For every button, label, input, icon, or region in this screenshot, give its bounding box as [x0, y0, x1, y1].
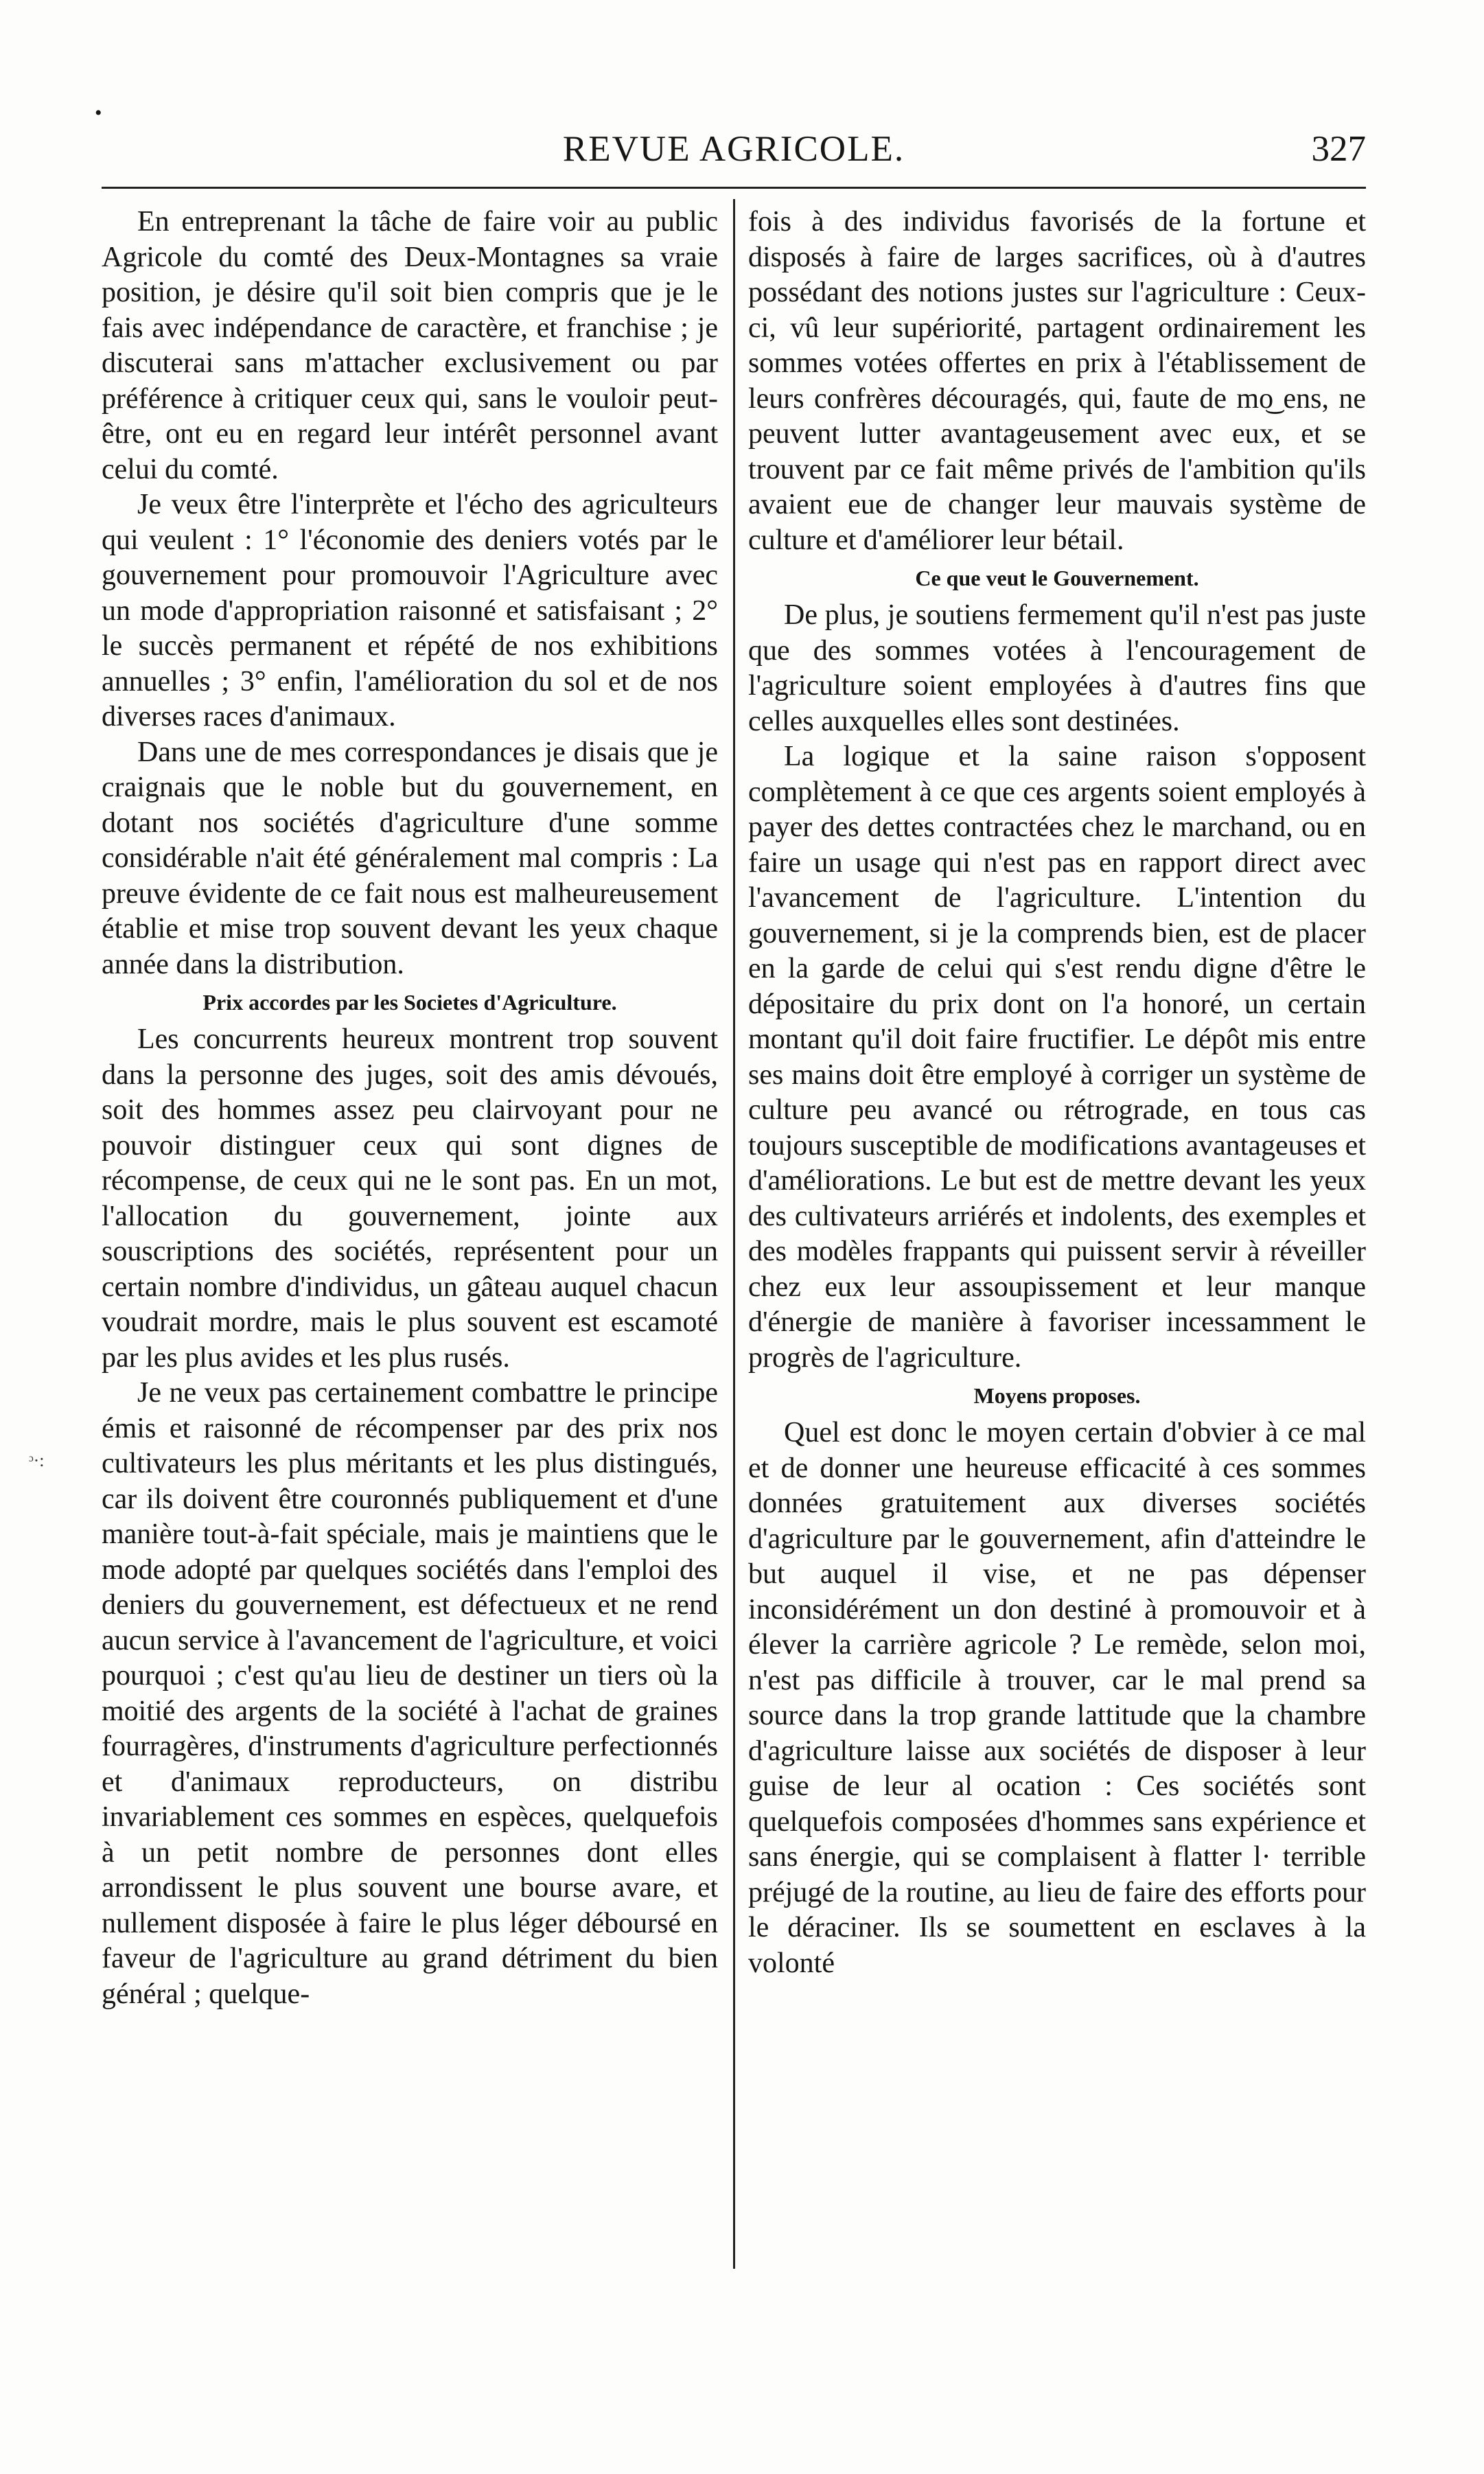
paragraph: Je veux être l'interprète et l'écho des agriculteurs qui veulent : 1° l'économie des deniers votés par le gouvernement pour promouvoir l'Agriculture avec un mode d'appropriation raisonné et satisfaisant ; 2° le succès permanent et répété de nos exhibitions annuelles ; 3° enfin, l'amélioration du sol et de nos diverses races d'animaux.: [102, 489, 718, 732]
page-number: 327: [1311, 129, 1366, 169]
page-header: [102, 122, 1366, 176]
left-column: [102, 205, 718, 2012]
section-heading: Ce que veut le Gouvernement.: [915, 566, 1199, 590]
paragraph: En entreprenant la tâche de faire voir au public Agricole du comté des Deux-Montagnes sa vraie position, je désire qu'il soit bien compris que je le fais avec indépendance de caractère, et franchise ; je discuterai sans m'attacher exclusivement ou par préférence à critiquer ceux qui, sans le vouloir peut-être, ont eu en regard leur intérêt personnel avant celui du comté.: [102, 206, 718, 485]
column-divider: [733, 199, 735, 2269]
paragraph: Je ne veux pas certainement combattre le principe émis et raisonné de récompenser par des prix nos cultivateurs les plus méritants et les plus distingués, car ils doivent être couronnés publiquement et d'une manière tout-à-fait spéciale, mais je maintiens que le mode adopté par quelques sociétés dans l'emploi des deniers du gouvernement, est défectueux et ne rend aucun service à l'avancement de l'agriculture, et voici pourquoi ; c'est qu'au lieu de destiner un tiers où la moitié des argents de la société à l'achat de graines fourragères, d'instruments d'agriculture perfectionnés et d'animaux reproducteurs, on distribu invariablement ces sommes en espèces, quelquefois à un petit nombre de personnes dont elles arrondissent le plus souvent une bourse avare, et nullement disposée à faire le plus léger déboursé en faveur de l'agriculture au grand détriment du bien général ; quelque-: [102, 1377, 718, 2010]
stray-ink-mark: •: [95, 102, 102, 124]
paragraph: La logique et la saine raison s'opposent complètement à ce que ces argents soient employés à payer des dettes contractées chez le marchand, ou en faire un usage qui n'est pas en rapport direct avec l'avancement de l'agriculture. L'intention du gouvernement, si je la comprends bien, est de placer en la garde de celui qui s'est rendu digne d'être le dépositaire du prix dont on l'a honoré, un certain montant qu'il doit faire fructifier. Le dépôt mis entre ses mains doit être employé à corriger un système de culture peu avancé ou rétrograde, en tous cas toujours susceptible de modifications avantageuses et d'améliorations. Le but est de mettre devant les yeux des cultivateurs arriérés et indolents, des exemples et des modèles frappants qui puissent servir à réveiller chez eux leur assoupissement et leur manque d'énergie de manière à favoriser incessamment le progrès de l'agriculture.: [748, 741, 1366, 1374]
running-title: REVUE AGRICOLE.: [562, 129, 905, 169]
margin-smudge: ᵓ·:: [29, 1450, 45, 1470]
paragraph: Quel est donc le moyen certain d'obvier à ce mal et de donner une heureuse efficacité à ces sommes données gratuitement aux diverses sociétés d'agriculture par le gouvernement, afin d'atteindre le but auquel il vise, et ne pas dépenser inconsidérément un don destiné à promouvoir et à élever la carrière agricole ? Le remède, selon moi, n'est pas difficile à trouver, car le mal prend sa source dans la trop grande lattitude que la chambre d'agriculture laisse aux sociétés de disposer à leur guise de leur al ocation : Ces sociétés sont quelquefois composées d'hommes sans expérience et sans énergie, qui se complaisent à flatter l· terrible préjugé de la routine, au lieu de faire des efforts pour le déraciner. Ils se soumettent en esclaves à la volonté: [748, 1417, 1366, 1979]
section-heading: Prix accordes par les Societes d'Agriculture.: [202, 990, 617, 1015]
paragraph: Dans une de mes correspondances je disais que je craignais que le noble but du gouvernement, en dotant nos sociétés d'agriculture d'une somme considérable n'ait été généralement mal compris : La preuve évidente de ce fait nous est malheureusement établie et mise trop souvent devant les yeux chaque année dans la distribution.: [102, 736, 718, 980]
right-column: [748, 205, 1366, 1981]
paragraph-continued: fois à des individus favorisés de la fortune et disposés à faire de larges sacrifices, où à d'autres possédant des notions justes sur l'agriculture : Ceux-ci, vû leur supériorité, partagent ordinairement les sommes votées offertes en prix à l'établissement de leurs confrères découragés, qui, faute de mo͜ ens, ne peuvent lutter avantageusement avec eux, et se trouvent par ce fait même privés de l'ambition qu'ils avaient eue de changer leur mauvais système de culture et d'améliorer leur bétail.: [748, 206, 1366, 556]
section-heading: Moyens proposes.: [973, 1383, 1141, 1408]
header-rule: [102, 187, 1366, 189]
paragraph: Les concurrents heureux montrent trop souvent dans la personne des juges, soit des amis dévoués, soit des hommes assez peu clairvoyant pour ne pouvoir distinguer ceux qui sont dignes de récompense, de ceux qui ne le sont pas. En un mot, l'allocation du gouvernement, jointe aux souscriptions des sociétés, représentent pour un certain nombre d'individus, un gâteau auquel chacun voudrait mordre, mais le plus souvent est escamoté par les plus avides et les plus rusés.: [102, 1024, 718, 1374]
paragraph: De plus, je soutiens fermement qu'il n'est pas juste que des sommes votées à l'encouragement de l'agriculture soient employées à d'autres fins que celles auxquelles elles sont destinées.: [748, 599, 1366, 737]
